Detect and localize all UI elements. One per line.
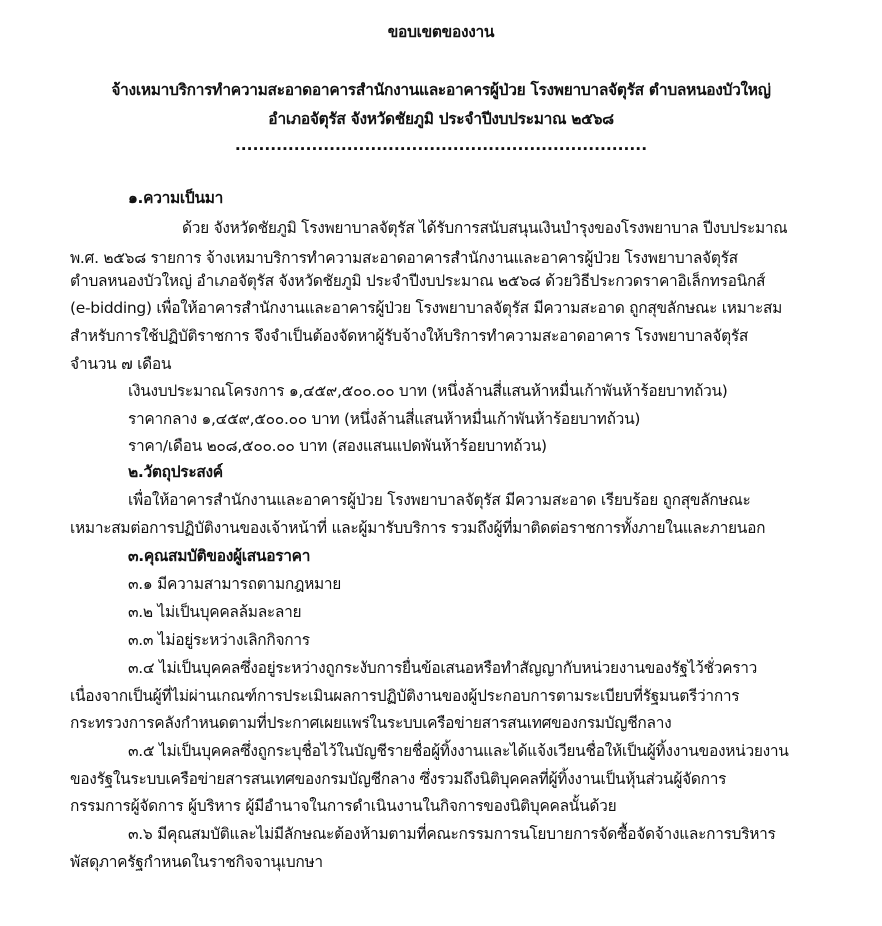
section-2-heading: ๒.วัตถุประสงค์ (128, 463, 223, 481)
section-1-paragraph-line: สำหรับการใช้ปฏิบัติราชการ จึงจำเป็นต้องจัดหาผู้รับจ้างให้บริการทำความสะอาดอาคาร โรงพยาบาลจัตุรัส (70, 327, 749, 345)
project-budget: เงินงบประมาณโครงการ ๑,๔๕๙,๕๐๐.๐๐ บาท (หนึ่งล้านสี่แสนห้าหมื่นเก้าพันห้าร้อยบาทถ้วน) (128, 382, 728, 400)
monthly-price: ราคา/เดือน ๒๐๘,๕๐๐.๐๐ บาท (สองแสนแปดพันห้าร้อยบาทถ้วน) (128, 437, 547, 455)
document-subtitle-line-1: จ้างเหมาบริการทำความสะอาดอาคารสำนักงานและอาคารผู้ป่วย โรงพยาบาลจัตุรัส ตำบลหนองบัวใหญ่ (111, 81, 771, 99)
qualification-item: ๓.๔ ไม่เป็นบุคคลซึ่งอยู่ระหว่างถูกระงับการยื่นข้อเสนอหรือทำสัญญากับหน่วยงานของรัฐไว้ชั่วคราว (128, 659, 758, 677)
section-1-paragraph-line: พ.ศ. ๒๕๖๘ รายการ จ้างเหมาบริการทำความสะอาดอาคารสำนักงานและอาคารผู้ป่วย โรงพยาบาลจัตุรัส (70, 249, 738, 267)
qualification-item-continuation: เนื่องจากเป็นผู้ที่ไม่ผ่านเกณฑ์การประเมินผลการปฏิบัติงานของผู้ประกอบการตามระเบียบที่รัฐมนตรีว่าการ (70, 687, 740, 705)
qualification-item-continuation: กระทรวงการคลังกำหนดตามที่ประกาศเผยแพร่ในระบบเครือข่ายสารสนเทศของกรมบัญชีกลาง (70, 714, 672, 732)
section-1-heading: ๑.ความเป็นมา (128, 189, 224, 207)
section-3-heading: ๓.คุณสมบัติของผู้เสนอราคา (128, 547, 311, 565)
qualification-item: ๓.๑ มีความสามารถตามกฎหมาย (128, 575, 342, 593)
qualification-item-continuation: กรรมการผู้จัดการ ผู้บริหาร ผู้มีอำนาจในการดำเนินงานในกิจการของนิติบุคคลนั้นด้วย (70, 797, 617, 815)
section-2-paragraph-line: เพื่อให้อาคารสำนักงานและอาคารผู้ป่วย โรงพยาบาลจัตุรัส มีความสะอาด เรียบร้อย ถูกสุขลักษณะ (128, 491, 751, 509)
qualification-item: ๓.๕ ไม่เป็นบุคคลซึ่งถูกระบุชื่อไว้ในบัญชีรายชื่อผู้ทิ้งงานและได้แจ้งเวียนชื่อให้เป็นผู้ทิ้งงานของหน่วยงาน (128, 742, 789, 760)
section-1-paragraph-line: ด้วย จังหวัดชัยภูมิ โรงพยาบาลจัตุรัส ได้รับการสนับสนุนเงินบำรุงของโรงพยาบาล ปีงบประมาณ (182, 219, 788, 237)
qualification-item: ๓.๖ มีคุณสมบัติและไม่มีลักษณะต้องห้ามตามที่คณะกรรมการนโยบายการจัดซื้อจัดจ้างและการบริหาร (128, 825, 776, 843)
title-divider: ...................................................................... (234, 136, 648, 154)
qualification-item: ๓.๓ ไม่อยู่ระหว่างเลิกกิจการ (128, 631, 310, 649)
document-subtitle-line-2: อำเภอจัตุรัส จังหวัดชัยภูมิ ประจำปีงบประมาณ ๒๕๖๘ (268, 110, 614, 128)
section-2-paragraph-line: เหมาะสมต่อการปฏิบัติงานของเจ้าหน้าที่ และผู้มารับบริการ รวมถึงผู้ที่มาติดต่อราชการทั้งภายในและภายนอก (70, 519, 766, 537)
section-1-paragraph-line: (e-bidding) เพื่อให้อาคารสำนักงานและอาคารผู้ป่วย โรงพยาบาลจัตุรัส มีความสะอาด ถูกสุขลักษณะ เหมาะสม (70, 299, 783, 317)
qualification-item-continuation: ของรัฐในระบบเครือข่ายสารสนเทศของกรมบัญชีกลาง ซึ่งรวมถึงนิติบุคคลที่ผู้ทิ้งงานเป็นหุ้นส่วนผู้จัดการ (70, 770, 727, 788)
qualification-item: ๓.๒ ไม่เป็นบุคคลล้มละลาย (128, 603, 302, 621)
median-price: ราคากลาง ๑,๔๕๙,๕๐๐.๐๐ บาท (หนึ่งล้านสี่แสนห้าหมื่นเก้าพันห้าร้อยบาทถ้วน) (128, 410, 641, 428)
document-title: ขอบเขตของงาน (387, 23, 495, 41)
section-1-paragraph-line: จำนวน ๗ เดือน (70, 355, 172, 373)
section-1-paragraph-line: ตำบลหนองบัวใหญ่ อำเภอจัตุรัส จังหวัดชัยภูมิ ประจำปีงบประมาณ ๒๕๖๘ ด้วยวิธีประกวดราคาอิเล็กทรอนิกส์ (70, 272, 766, 290)
qualification-item-continuation: พัสดุภาครัฐกำหนดในราชกิจจานุเบกษา (70, 853, 323, 871)
